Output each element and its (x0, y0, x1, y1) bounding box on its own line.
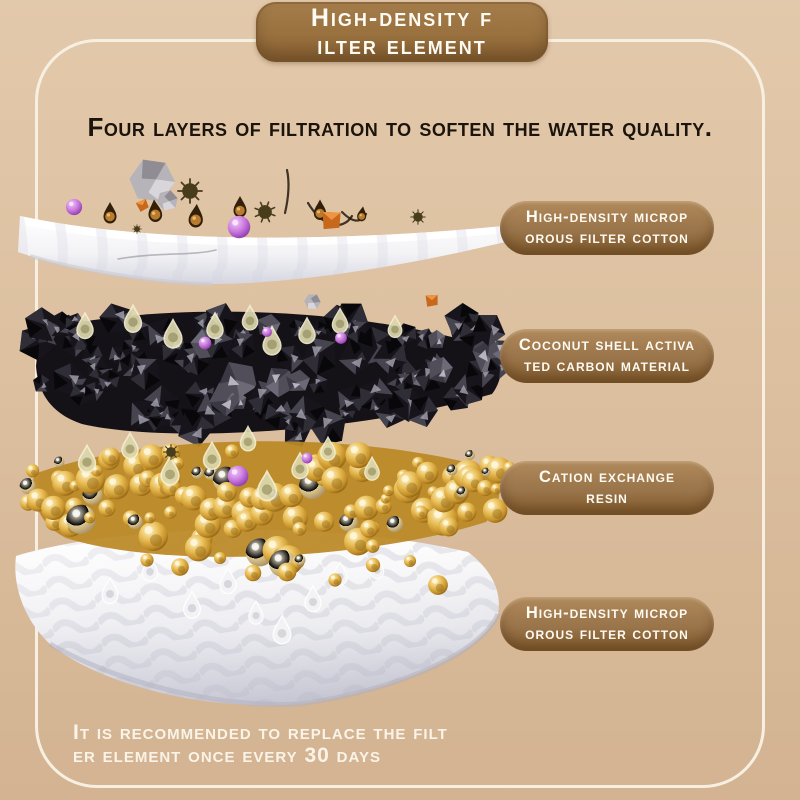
virus-icon (252, 199, 279, 226)
germ-droplet-icon (188, 203, 204, 228)
resin-bead-icon (321, 467, 347, 493)
label-line: orous filter cotton (525, 625, 689, 643)
resin-bead-icon (139, 444, 164, 469)
resin-bead-icon (457, 487, 468, 498)
resin-bead-icon (383, 485, 394, 496)
resin-bead-icon (416, 462, 438, 484)
water-droplet-icon (388, 316, 402, 338)
label-line: Coconut shell activa (518, 336, 696, 354)
label-line: High-density microp (525, 604, 689, 622)
resin-bead-icon (295, 555, 306, 566)
water-droplet-icon (79, 445, 96, 472)
resin-bead-icon (225, 444, 239, 458)
title-banner-line2: ilter element (317, 32, 487, 60)
water-droplet-icon (242, 306, 257, 330)
resin-bead-icon (428, 575, 448, 595)
orange-shard-icon (424, 293, 440, 309)
germ-droplet-icon (234, 196, 247, 218)
footnote-line1: It is recommended to replace the filt (73, 721, 448, 744)
resin-bead-icon (128, 514, 143, 529)
layer-cotton-top-illustration (18, 216, 505, 284)
title-banner (256, 2, 548, 62)
purple-microbe-icon (66, 199, 82, 215)
resin-bead-icon (245, 565, 262, 582)
resin-bead-icon (278, 563, 297, 582)
germ-droplet-icon (104, 202, 117, 224)
resin-bead-icon (171, 558, 189, 576)
resin-bead-icon (360, 520, 378, 538)
resin-bead-icon (482, 468, 491, 477)
resin-bead-icon (185, 535, 212, 562)
purple-microbe-icon (302, 453, 313, 464)
resin-bead-icon (140, 553, 153, 566)
resin-bead-icon (447, 465, 458, 476)
resin-bead-icon (387, 516, 403, 532)
resin-bead-icon (98, 500, 115, 517)
resin-bead-icon (414, 505, 428, 519)
orange-shard-icon (135, 199, 149, 213)
label-line: Cation exchange (539, 468, 675, 486)
resin-bead-icon (314, 512, 334, 532)
resin-bead-icon (144, 512, 155, 523)
label-cotton-bottom (500, 597, 714, 651)
resin-bead-icon (366, 558, 380, 572)
resin-bead-icon (404, 555, 416, 567)
water-droplet-icon (122, 433, 138, 459)
label-line: High-density microp (525, 208, 689, 226)
title-banner-line1: High-density f (310, 4, 494, 32)
resin-bead-icon (164, 506, 177, 519)
resin-bead-icon (477, 480, 493, 496)
purple-microbe-icon (335, 332, 347, 344)
label-line: orous filter cotton (525, 229, 689, 247)
resin-bead-icon (214, 552, 226, 564)
footnote-line2: er element once every 30 days (73, 744, 381, 767)
virus-icon (411, 210, 425, 224)
resin-bead-icon (293, 522, 307, 536)
label-line: resin (586, 489, 628, 507)
purple-microbe-icon (199, 337, 212, 350)
resin-bead-icon (41, 496, 65, 520)
label-line: ted carbon material (524, 357, 690, 375)
resin-bead-icon (457, 502, 476, 521)
resin-bead-icon (101, 447, 119, 465)
rock-shard-icon (301, 290, 324, 313)
hair-squiggle (285, 170, 288, 213)
resin-bead-icon (439, 517, 459, 537)
resin-bead-icon (354, 496, 379, 521)
label-cotton-top (500, 201, 714, 255)
label-cation-exchange-resin (500, 461, 714, 515)
purple-microbe-icon (262, 327, 272, 337)
virus-icon (164, 445, 179, 460)
resin-bead-icon (465, 450, 475, 460)
replacement-footnote (73, 721, 448, 767)
resin-bead-icon (139, 521, 168, 550)
resin-bead-icon (84, 512, 95, 523)
resin-bead-icon (54, 457, 64, 467)
headline: Four layers of filtration to soften the water quality. (87, 112, 713, 142)
purple-microbe-icon (228, 466, 249, 487)
resin-bead-icon (366, 539, 380, 553)
virus-icon (178, 179, 202, 203)
virus-icon (133, 225, 142, 234)
resin-bead-icon (191, 467, 203, 479)
purple-microbe-icon (228, 216, 251, 239)
resin-bead-icon (328, 573, 341, 586)
resin-bead-icon (104, 474, 129, 499)
label-activated-carbon (500, 329, 714, 383)
resin-bead-icon (26, 464, 39, 477)
